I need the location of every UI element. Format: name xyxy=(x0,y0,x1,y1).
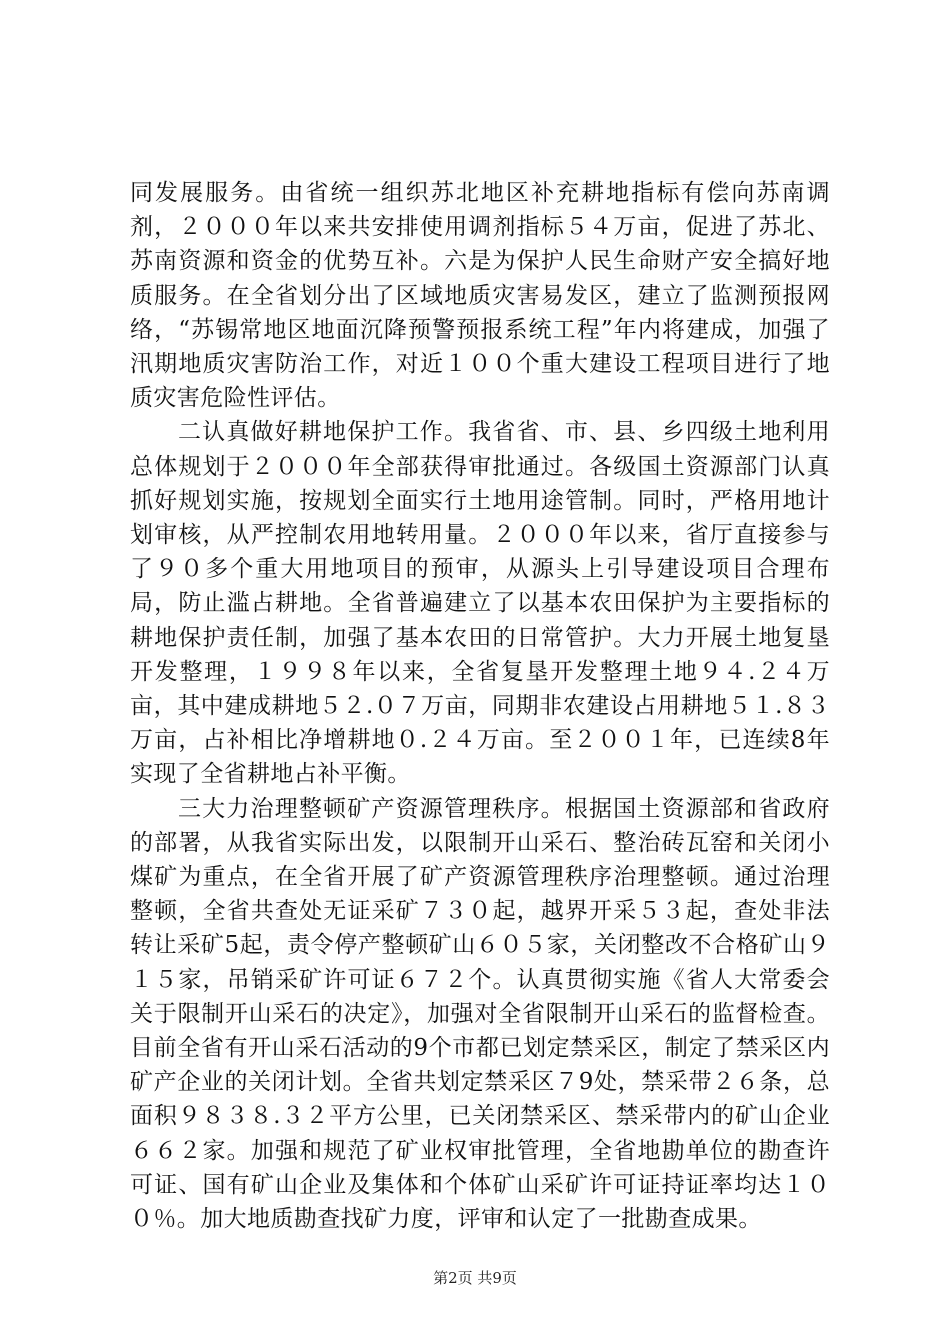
page-footer xyxy=(0,1268,950,1288)
page-number-label: 第2页 共9页 xyxy=(433,1269,517,1287)
paragraph-2: 二认真做好耕地保护工作。我省省、市、县、乡四级土地利用总体规划于２０００年全部获得审批通过。各级国土资源部门认真抓好规划实施，按规划全面实行土地用途管制。同时，严格用地计划审核，从严控制农用地转用量。２０００年以来，省厅直接参与了９０多个重大用地项目的预审，从源头上引导建设项目合理布局，防止滥占耕地。全省普遍建立了以基本农田保护为主要指标的耕地保护责任制，加强了基本农田的日常管护。大力开展土地复垦开发整理，１９９８年以来，全省复垦开发整理土地９４.２４万亩，其中建成耕地５２.０７万亩，同期非农建设占用耕地５１.８３万亩，占补相比净增耕地０.２４万亩。至２００１年，已连续8年实现了全省耕地占补平衡。 xyxy=(130,419,830,788)
paragraph-3: 三大力治理整顿矿产资源管理秩序。根据国土资源部和省政府的部署，从我省实际出发，以限制开山采石、整治砖瓦窑和关闭小煤矿为重点，在全省开展了矿产资源管理秩序治理整顿。通过治理整顿，全省共查处无证采矿７３０起，越界开采５３起，查处非法转让采矿5起，责令停产整顿矿山６０５家，关闭整改不合格矿山９１５家，吊销采矿许可证６７２个。认真贯彻实施《省人大常委会关于限制开山采石的决定》，加强对全省限制开山采石的监督检查。目前全省有开山采石活动的9个市都已划定禁采区，制定了禁采区内矿产企业的关闭计划。全省共划定禁采区７9处，禁采带２６条，总面积９８３８.３２平方公里，已关闭禁采区、禁采带内的矿山企业６６２家。加强和规范了矿业权审批管理，全省地勘单位的勘查许可证、国有矿山企业及集体和个体矿山采矿许可证持证率均达１００％。加大地质勘查找矿力度，评审和认定了一批勘查成果。 xyxy=(130,795,830,1233)
document-body xyxy=(130,176,830,1236)
paragraph-1: 同发展服务。由省统一组织苏北地区补充耕地指标有偿向苏南调剂，２０００年以来共安排使用调剂指标５４万亩，促进了苏北、苏南资源和资金的优势互补。六是为保护人民生命财产安全搞好地质服务。在全省划分出了区域地质灾害易发区，建立了监测预报网络，“苏锡常地区地面沉降预警预报系统工程”年内将建成，加强了汛期地质灾害防治工作，对近１００个重大建设工程项目进行了地质灾害危险性评估。 xyxy=(130,180,830,412)
